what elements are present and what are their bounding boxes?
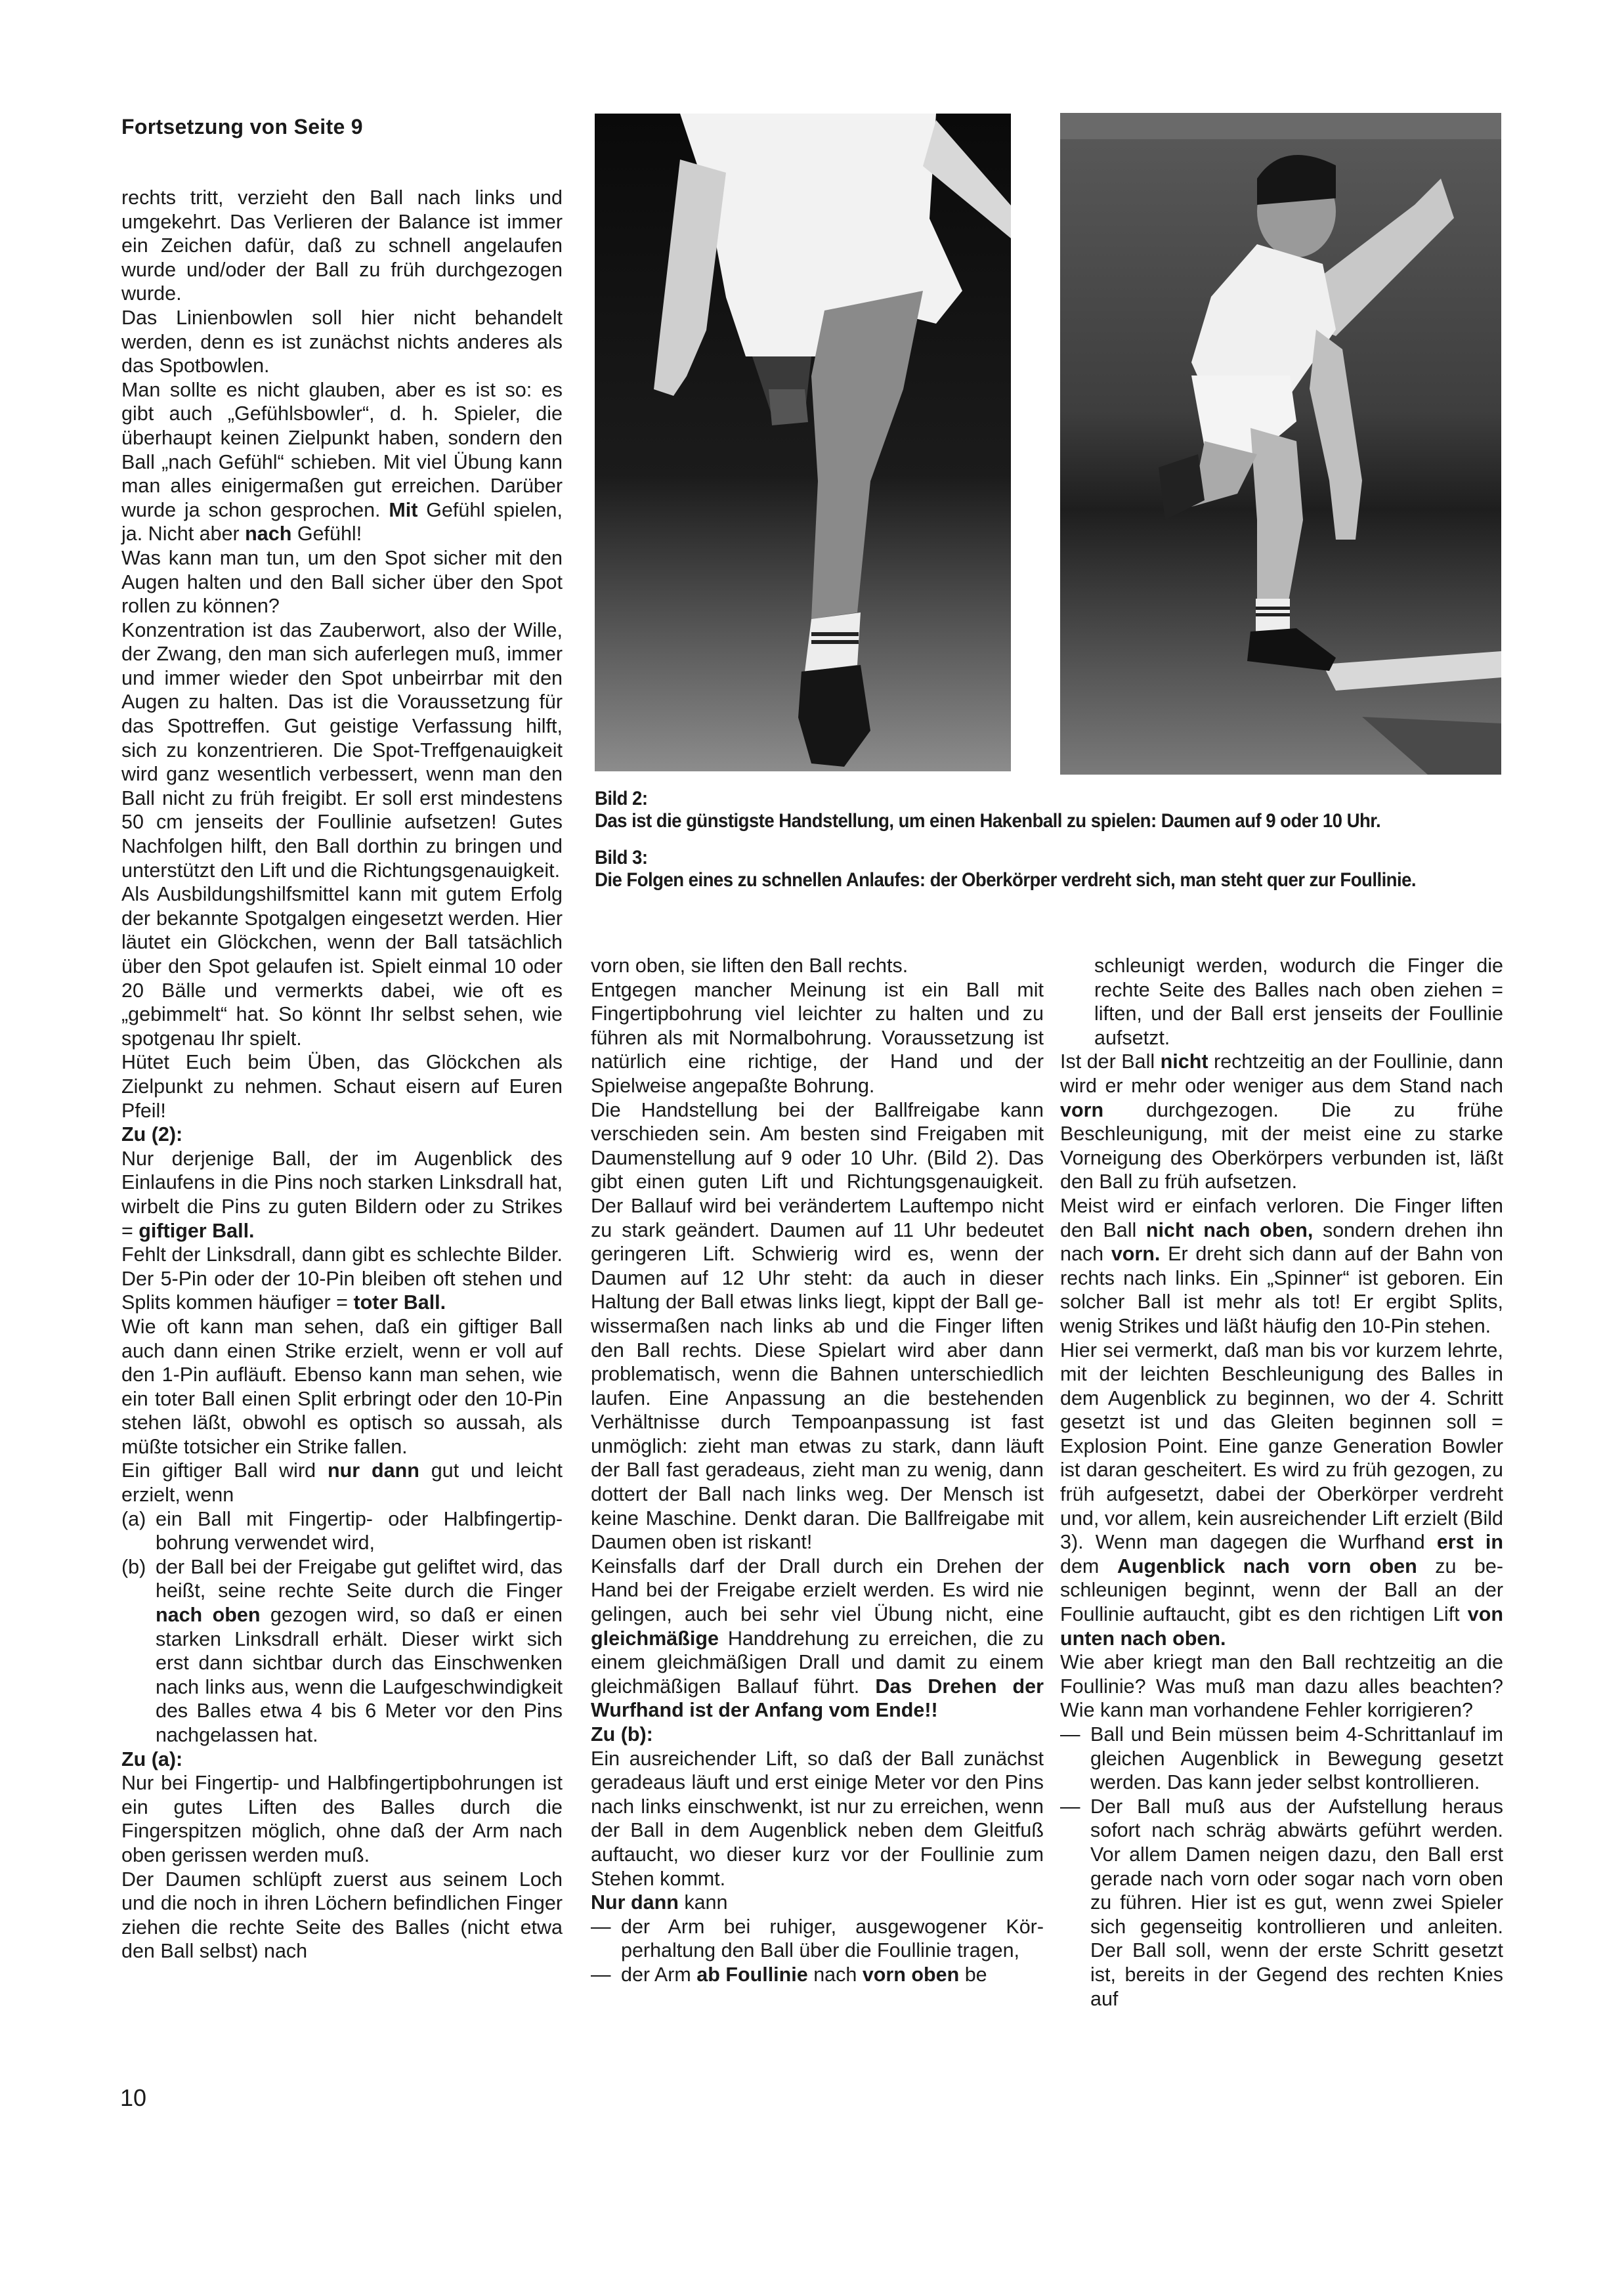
list-text: be [959,1963,987,1986]
text-run: zu beschleunigen beginnt, wenn der Ball an der Foullinie auftaucht, gibt es den richtigen Lift [1060,1554,1503,1626]
list-text: gezogen wird, so daß er einen starken Linksdrall erhält. Dieser wirkt sich erst dann sichtbar durch das Einschwenken nach links aus, wenn die Laufgeschwindigkeit des Balles etwa 4 bis 6 Meter vor den Pins nachgelassen hat. [156,1604,563,1746]
text-run: Man sollte es nicht glauben, aber es ist so: es gibt auch „Gefühlsbowler“, d. h. Spieler, die überhaupt keinen Zielpunkt haben, sondern den Ball „nach Gefühl“ schieben. Mit viel Übung kann man alles einigermaßen gut erreichen. Darüber wurde ja schon gesprochen. [121,378,563,521]
caption-label: Bild 3: [595,847,648,868]
paragraph: Der Daumen schlüpft zuerst aus seinem Loch und die noch in ihren Löchern befindlichen Finger ziehen die rechte Seite des Balles (nicht etwa den Ball selbst) nach [121,1868,563,1963]
photo-bild-2 [595,114,1011,771]
emphasis: nach oben [156,1604,261,1627]
list-item [1060,1795,1503,2011]
paragraph-continuation: schleunigt werden, wodurch die Finger die rechte Seite des Balles nach oben ziehen = liften, und der Ball erst jenseits der Foullinie aufsetzt. [1094,954,1503,1049]
paragraph: rechts tritt, verzieht den Ball nach links und umgekehrt. Das Verlieren der Balance ist immer ein Zeichen dafür, daß zu schnell angelaufen wurde und/oder der Ball zu früh durchgezogen wurde. [121,186,563,305]
caption-label: Bild 2: [595,788,648,809]
caption-bild-2 [595,788,1504,832]
list-text: Der Ball muß aus der Aufstellung heraus sofort nach schräg abwärts geführt werden. Vor allem Damen neigen dazu, den Ball erst gerade nach vorn oder sogar nach vorn oben zu führen. Hier ist es gut, wenn zwei Spieler sich gegenseitig kontrollieren und anleiten. Der Ball soll, wenn der erste Schritt gesetzt ist, bereits in der Gegend des rechten Knies auf [1090,1795,1503,2010]
list-item [1060,1723,1503,1795]
list-text: der Arm [621,1963,697,1986]
caption-bild-3 [595,847,1504,891]
text-run: sondern drehen ihn nach [1060,1218,1503,1266]
emphasis: Augenblick nach vorn oben [1117,1554,1417,1577]
page-header: Fortsetzung von Seite 9 [121,115,363,139]
emphasis: toter Ball. [353,1291,446,1314]
emphasis: giftiger Ball. [139,1219,255,1242]
text-run: Er dreht sich dann auf der Bahn von rechts nach links. Ein „Spinner“ ist geboren. Ein solcher Ball ist mehr als tot! Er ergibt Splits, wenig Strikes und läßt häufig den 10-Pin stehen. [1060,1243,1503,1337]
paragraph [121,1459,563,1507]
list-marker: (a) [121,1507,146,1530]
paragraph: Entgegen mancher Meinung ist ein Ball mit Fingertipbohrung viel leichter zu halten und zu führen als mit Normalbohrung. Voraussetzung ist natürlich eine richtige, der Hand und der Spielweise angepaßte Bohrung. [591,978,1044,1097]
list-text: der Arm bei ruhiger, ausgewogener Körperhaltung den Ball über die Foullinie tragen, [621,1915,1044,1962]
section-heading [121,1123,563,1147]
text-run: Hier sei vermerkt, daß man bis vor kurzem lehrte, mit der leichten Beschleunigung des Balles in dem Augenblick zu beginnen, wo der 4. Schritt gesetzt ist und das Gleiten beginnen soll = Explosion Point. Eine ganze Generation Bowler ist daran gescheitert. Es wird zu früh gezogen, zu früh aufgesetzt, dabei der Oberkörper verdreht und, vor allem, kein ausreichender Lift erzielt (Bild 3). Wenn man dagegen die Wurfhand [1060,1339,1503,1554]
text-column-left [121,186,563,1963]
text-run: dem [1060,1554,1117,1577]
list-marker: (b) [121,1555,146,1578]
list-text: ein Ball mit Fingertip- oder Halbfingertipbohrung verwendet wird, [156,1507,563,1554]
list-text: der Ball bei der Freigabe gut geliftet wird, das heißt, seine rechte Seite durch die Finger [156,1555,563,1602]
paragraph [591,1554,1044,1723]
emphasis: nur dann [327,1459,419,1482]
caption-text: Das ist die günstigste Handstellung, um einen Hakenball zu spielen: Daumen auf 9 oder 10 Uhr. [595,810,1381,832]
photo-captions [595,788,1504,906]
paragraph: Die Handstellung bei der Ballfreigabe kann verschieden sein. Am besten sind Freigaben mit Daumenstellung auf 9 oder 10 Uhr. (Bild 2). Das gibt einen guten Lift und Richtungsgenauigkeit. Der Ballauf wird bei verändertem Lauftempo nicht zu stark geändert. Daumen auf 11 Uhr bedeutet geringeren Lift. Schwierig wird es, wenn der Daumen auf 12 Uhr steht: da auch in dieser Haltung der Ball etwas links liegt, kippt der Ball gewissermaßen nach links ab und die Finger liften den Ball rechts. Diese Spielart wird aber dann problematisch, wenn die Bahnen unterschiedlich laufen. Eine Anpassung an die bestehenden Verhältnisse durch Tempoanpassung ist fast unmöglich: zieht man etwas zu stark, dann läuft der Ball fast geradeaus, zieht man zu wenig, dann dottert der Ball nach links weg. Der Mensch ist keine Maschine. Denkt daran. Die Ballfreigabe mit Daumen oben ist riskant! [591,1098,1044,1554]
photo-bild-3 [1060,113,1501,775]
paragraph: Wie aber kriegt man den Ball rechtzeitig an die Foullinie? Was muß man dazu alles beachten? Wie kann man vorhandene Fehler korrigieren? [1060,1651,1503,1722]
paragraph: Was kann man tun, um den Spot sicher mit den Augen halten und den Ball sicher über den Spot rollen zu können? [121,546,563,618]
paragraph [121,1243,563,1315]
paragraph: Das Linienbowlen soll hier nicht behandelt werden, denn es ist zunächst nichts anderes als das Spotbowlen. [121,306,563,377]
paragraph [591,1891,1044,1915]
bowler-twisted-illustration [1060,113,1501,775]
text-run: rechtzeitig an der Foullinie, dann wird er mehr oder weniger aus dem Stand nach [1060,1050,1504,1097]
dash-marker: — [1060,1795,1080,1818]
dash-marker: — [591,1915,611,1938]
bowler-legs-illustration [595,114,1011,771]
heading-text: Zu (2): [121,1123,183,1146]
text-run: Fehlt der Linksdrall, dann gibt es schlechte Bilder. Der 5-Pin oder der 10-Pin bleiben oft stehen und Splits kommen häufiger = [121,1243,563,1314]
emphasis: Mit [389,498,418,521]
text-run: Gefühl spielen, ja. Nicht aber [121,498,563,546]
paragraph: Hütet Euch beim Üben, das Glöckchen als Zielpunkt zu nehmen. Schaut eisern auf Euren Pfeil! [121,1051,563,1122]
page-number: 10 [120,2084,147,2111]
paragraph: Nur bei Fingertip- und Halbfingertipbohrungen ist ein gutes Liften des Balles durch die Fingerspitzen möglich, ohne daß der Arm nach oben gerissen werden muß. [121,1772,563,1866]
list-item [121,1555,563,1747]
text-run: Handdrehung zu erreichen, die zu einem gleichmäßigen Drall und damit zu einem gleichmäßigen Ballauf führt. [591,1627,1044,1698]
list-item [591,1915,1044,1963]
emphasis: Nur dann [591,1891,679,1914]
text-run: Keinsfalls darf der Drall durch ein Drehen der Hand bei der Freigabe erzielt werden. Es wird nie gelingen, auch bei sehr viel Übung nicht, eine [591,1554,1044,1626]
emphasis: vorn. [1111,1243,1161,1266]
list-item [591,1963,1044,1987]
dash-list [1060,1723,1503,2011]
paragraph [1060,1339,1503,1651]
caption-text: Die Folgen eines zu schnellen Anlaufes: der Oberkörper verdreht sich, man steht quer zur Foullinie. [595,869,1417,891]
emphasis: nach [245,523,292,546]
heading-text: Zu (b): [591,1723,653,1746]
paragraph [1060,1194,1503,1339]
paragraph [121,378,563,546]
text-column-middle [591,954,1044,1987]
emphasis: vorn [1060,1098,1104,1121]
dash-list [591,1915,1044,1987]
emphasis: ab Foullinie [696,1963,808,1986]
paragraph [121,1147,563,1243]
text-run: kann [678,1891,728,1914]
text-run: Meist wird er einfach verloren. Die Finger liften den Ball [1060,1194,1503,1241]
emphasis: nicht nach oben, [1145,1218,1314,1241]
list-text: nach [807,1963,863,1986]
emphasis: Das Drehen der Wurfhand ist der Anfang vom Ende!! [591,1675,1044,1722]
dash-marker: — [1060,1723,1080,1746]
text-run: Nur derjenige Ball, der im Augenblick des Einlaufens in die Pins noch starken Linksdrall hat, wirbelt die Pins zu guten Bildern oder zu Strikes = [121,1147,563,1242]
emphasis: erst in [1436,1531,1504,1554]
text-run: durchgezogen. Die zu frühe Beschleunigung, mit der meist eine zu starke Vorneigung des Oberkörpers verbunden ist, läßt den Ball zu früh aufsetzen. [1060,1098,1503,1193]
condition-list [121,1507,563,1747]
text-run: Gefühl! [291,523,362,546]
emphasis: gleichmäßige [591,1627,719,1650]
paragraph: Als Ausbildungshilfsmittel kann mit gutem Erfolg der bekannte Spotgalgen eingesetzt werden. Hier läutet ein Glöckchen, wenn der Ball tatsächlich über den Spot gelaufen ist. Spielt einmal 10 oder 20 Bälle und vermerkts dabei, wie oft es „gebimmelt“ hat. So könnt Ihr selbst sehen, wie spotgenau Ihr spielt. [121,883,563,1050]
paragraph: Ein ausreichender Lift, so daß der Ball zunächst geradeaus läuft und erst einige Meter vor den Pins nach links einschwenkt, ist nur zu erreichen, wenn der Ball in dem Augenblick neben dem Gleitfuß auftaucht, wo dieser kurz vor der Foullinie zum Stehen kommt. [591,1747,1044,1890]
text-run: Ein giftiger Ball wird [121,1459,328,1482]
section-heading [121,1747,563,1772]
emphasis: nicht [1160,1050,1208,1073]
list-item [121,1507,563,1555]
heading-text: Zu (a): [121,1747,183,1770]
text-column-right [1060,954,1503,2011]
paragraph: vorn oben, sie liften den Ball rechts. [591,954,908,977]
list-text: Ball und Bein müssen beim 4-Schrittanlauf im gleichen Augenblick in Bewegung gesetzt werden. Das kann jeder selbst kontrollieren. [1090,1723,1503,1794]
emphasis: vorn oben [862,1963,960,1986]
dash-marker: — [591,1963,611,1986]
emphasis: von unten nach oben. [1060,1603,1503,1650]
paragraph: Wie oft kann man sehen, daß ein giftiger Ball auch dann einen Strike erzielt, wenn er voll auf den 1-Pin aufläuft. Ebenso kann man sehen, wie ein toter Ball einen Split erbringt oder den 10-Pin stehen läßt, obwohl es optisch so aussah, als müßte totsicher ein Strike fallen. [121,1315,563,1458]
text-run: gut und leicht erzielt, wenn [121,1459,563,1507]
paragraph: Konzentration ist das Zauberwort, also der Wille, der Zwang, den man sich auferlegen muß, immer und immer wieder den Spot unbeirrbar mit den Augen zu halten. Das ist die Voraussetzung für das Spottreffen. Gut geistige Verfassung hilft, sich zu konzentrieren. Die Spot-Treffgenauigkeit wird ganz wesentlich verbessert, wenn man den Ball nicht zu früh freigibt. Er soll erst mindestens 50 cm jenseits der Foullinie aufsetzen! Gutes Nachfolgen hilft, den Ball dorthin zu bringen und unterstützt den Lift und die Richtungsgenauigkeit. [121,618,563,882]
paragraph [1060,1050,1503,1194]
text-run: Ist der Ball [1060,1050,1161,1073]
section-heading [591,1723,1044,1747]
